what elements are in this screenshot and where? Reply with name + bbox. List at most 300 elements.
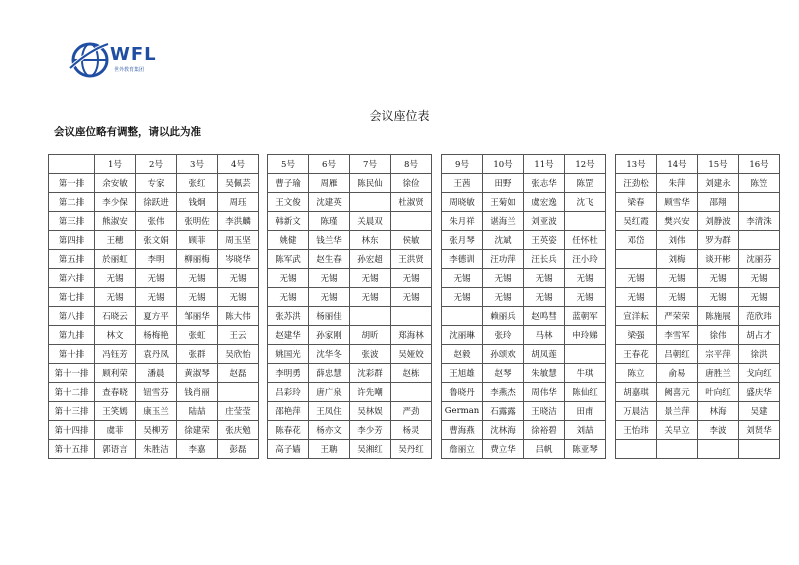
seat-cell: 汪长兵 [524, 250, 565, 269]
seat-cell: 刘亚波 [524, 212, 565, 231]
aisle-gap [259, 364, 268, 383]
seat-number-header: 15号 [698, 155, 739, 174]
seat-cell: 林海 [698, 402, 739, 421]
seating-table [48, 154, 780, 459]
seat-cell: 徐伟 [698, 326, 739, 345]
seat-cell: 无锡 [616, 269, 657, 288]
seat-cell: 叶向红 [698, 383, 739, 402]
aisle-gap [432, 326, 442, 345]
seat-cell: 无锡 [442, 288, 483, 307]
seat-cell: 无锡 [95, 269, 136, 288]
seat-cell: 林东 [350, 231, 391, 250]
seat-cell: 无锡 [739, 269, 780, 288]
seat-cell: 张文娟 [136, 231, 177, 250]
seat-cell: 徐跃进 [136, 193, 177, 212]
table-row [49, 269, 780, 288]
seat-cell: 吴欣怡 [218, 345, 259, 364]
seat-cell: 张月琴 [442, 231, 483, 250]
table-row [49, 288, 780, 307]
row-label: 第七排 [49, 288, 95, 307]
seat-number-header: 9号 [442, 155, 483, 174]
seat-cell [565, 345, 606, 364]
seat-cell: 李洪麟 [218, 212, 259, 231]
seat-cell [739, 193, 780, 212]
seat-cell: 无锡 [391, 269, 432, 288]
table-row [49, 307, 780, 326]
seat-cell: 查春晓 [95, 383, 136, 402]
seat-cell: 张伟 [136, 212, 177, 231]
aisle-gap [606, 307, 616, 326]
row-label: 第八排 [49, 307, 95, 326]
seat-cell: 吴红霞 [616, 212, 657, 231]
seat-cell: 王怡玮 [616, 421, 657, 440]
seat-cell [565, 212, 606, 231]
seat-cell: 钱炯 [177, 193, 218, 212]
aisle-gap [432, 307, 442, 326]
seat-cell: 吴林娱 [350, 402, 391, 421]
seat-cell: 田野 [483, 174, 524, 193]
row-label: 第十五排 [49, 440, 95, 459]
aisle-gap [606, 193, 616, 212]
seat-cell: 关晨双 [350, 212, 391, 231]
logo-tagline: 世外教育集团 [114, 67, 145, 73]
seat-cell: 陈仙红 [565, 383, 606, 402]
seat-cell: 申玲娣 [565, 326, 606, 345]
seat-cell [218, 383, 259, 402]
aisle-gap [259, 250, 268, 269]
row-label: 第四排 [49, 231, 95, 250]
seat-cell: 无锡 [565, 269, 606, 288]
table-row [49, 212, 780, 231]
seat-cell: 夏方平 [136, 307, 177, 326]
seat-number-header: 16号 [739, 155, 780, 174]
seat-cell: 潘晨 [136, 364, 177, 383]
seat-cell: 徐洪 [739, 345, 780, 364]
seat-cell: 陈罡 [565, 174, 606, 193]
seat-cell [739, 440, 780, 459]
seat-cell: 杨亦文 [309, 421, 350, 440]
seat-cell: 沈林海 [483, 421, 524, 440]
seat-number-header: 11号 [524, 155, 565, 174]
seat-cell: 张虹 [177, 326, 218, 345]
seat-cell: 无锡 [136, 288, 177, 307]
seat-cell: 无锡 [616, 288, 657, 307]
aisle-gap [432, 345, 442, 364]
seat-cell: 王晓洁 [524, 402, 565, 421]
aisle-gap [432, 402, 442, 421]
seat-cell: 刘静波 [698, 212, 739, 231]
seat-cell: 钱肖丽 [177, 383, 218, 402]
seat-cell: 王旭雄 [442, 364, 483, 383]
seat-cell: 陈瑾 [309, 212, 350, 231]
aisle-gap [259, 193, 268, 212]
seat-cell: 刘贤华 [739, 421, 780, 440]
table-row [49, 421, 780, 440]
seat-cell: 胡凤莲 [524, 345, 565, 364]
table-row [49, 193, 780, 212]
seat-cell [739, 231, 780, 250]
seat-cell: German [442, 402, 483, 421]
aisle-gap [606, 155, 616, 174]
seat-number-header: 5号 [268, 155, 309, 174]
seat-cell: 俞易 [657, 364, 698, 383]
seat-cell: 无锡 [177, 288, 218, 307]
seat-cell: 吕朝红 [657, 345, 698, 364]
seat-cell: 许先嘲 [350, 383, 391, 402]
seat-cell: 沈彩群 [350, 364, 391, 383]
seat-cell: 吴丹红 [391, 440, 432, 459]
aisle-gap [432, 288, 442, 307]
corner-cell [49, 155, 95, 174]
seat-number-header: 13号 [616, 155, 657, 174]
row-label: 第六排 [49, 269, 95, 288]
seat-cell: 熊淑安 [95, 212, 136, 231]
seat-cell: 王英姿 [524, 231, 565, 250]
seat-cell: 无锡 [309, 269, 350, 288]
seat-cell: 张庆勉 [218, 421, 259, 440]
seat-cell: 陈大伟 [218, 307, 259, 326]
aisle-gap [606, 231, 616, 250]
seat-cell: 李清洙 [739, 212, 780, 231]
seat-cell [391, 307, 432, 326]
seat-cell: 无锡 [524, 269, 565, 288]
aisle-gap [259, 345, 268, 364]
seat-cell: 赵栋 [391, 364, 432, 383]
seat-cell: 李少芳 [350, 421, 391, 440]
seat-cell: 万晨洁 [616, 402, 657, 421]
seat-cell: 李嘉 [177, 440, 218, 459]
aisle-gap [259, 307, 268, 326]
seat-cell: 余安敏 [95, 174, 136, 193]
seat-cell: 陆喆 [177, 402, 218, 421]
aisle-gap [606, 250, 616, 269]
aisle-gap [606, 269, 616, 288]
seat-cell: 沈建英 [309, 193, 350, 212]
seat-cell: 朱胜洁 [136, 440, 177, 459]
seat-cell: 沈华冬 [309, 345, 350, 364]
seat-cell: 曹海燕 [442, 421, 483, 440]
aisle-gap [259, 440, 268, 459]
seat-cell: 曹子瑜 [268, 174, 309, 193]
seat-cell: 周晓敏 [442, 193, 483, 212]
seat-cell: 陈立 [616, 364, 657, 383]
seat-cell: 李波 [698, 421, 739, 440]
seat-cell: 无锡 [268, 288, 309, 307]
aisle-gap [606, 288, 616, 307]
seat-cell: 杨梅艳 [136, 326, 177, 345]
seat-cell: 李德训 [442, 250, 483, 269]
seat-cell: 张志华 [524, 174, 565, 193]
seat-cell: 鲁晓丹 [442, 383, 483, 402]
seat-number-header: 1号 [95, 155, 136, 174]
aisle-gap [606, 421, 616, 440]
seat-cell: 樊兴安 [657, 212, 698, 231]
seat-cell: 王菊如 [483, 193, 524, 212]
seat-cell: 侯敏 [391, 231, 432, 250]
seat-cell: 无锡 [136, 269, 177, 288]
seat-cell: 陈春花 [268, 421, 309, 440]
seat-cell [616, 250, 657, 269]
seat-cell: 杨灵 [391, 421, 432, 440]
seat-number-header: 8号 [391, 155, 432, 174]
seat-cell: 费立华 [483, 440, 524, 459]
seat-cell: 周伟华 [524, 383, 565, 402]
seat-cell: 蓝朝军 [565, 307, 606, 326]
seat-cell: 康玉兰 [136, 402, 177, 421]
seat-cell: 沈丽琳 [442, 326, 483, 345]
seat-cell: 无锡 [657, 288, 698, 307]
seat-cell: 范欣玮 [739, 307, 780, 326]
seat-cell: 冯钰芳 [95, 345, 136, 364]
seat-cell: 张群 [177, 345, 218, 364]
aisle-gap [432, 193, 442, 212]
seat-cell: 田甫 [565, 402, 606, 421]
table-row [49, 174, 780, 193]
aisle-gap [432, 383, 442, 402]
seat-cell: 袁丹凤 [136, 345, 177, 364]
seat-cell: 赖丽兵 [483, 307, 524, 326]
seat-cell: 无锡 [698, 269, 739, 288]
seat-cell: 胡占才 [739, 326, 780, 345]
seat-cell: 孙宏超 [350, 250, 391, 269]
seat-cell: 梁春 [616, 193, 657, 212]
row-label: 第十二排 [49, 383, 95, 402]
seat-cell: 无锡 [350, 269, 391, 288]
seat-cell: 沈飞 [565, 193, 606, 212]
seat-cell [616, 440, 657, 459]
seat-cell: 顾利荣 [95, 364, 136, 383]
table-row [49, 364, 780, 383]
row-label: 第一排 [49, 174, 95, 193]
seat-cell: 无锡 [657, 269, 698, 288]
aisle-gap [432, 421, 442, 440]
seat-cell: 王茜 [442, 174, 483, 193]
seat-cell: 吴柳芳 [136, 421, 177, 440]
row-label: 第五排 [49, 250, 95, 269]
seat-cell: 李少保 [95, 193, 136, 212]
seat-cell: 无锡 [483, 288, 524, 307]
seat-cell: 庄莹莹 [218, 402, 259, 421]
seat-cell: 张玲 [483, 326, 524, 345]
seat-cell: 王云 [218, 326, 259, 345]
seat-cell: 杜淑贤 [391, 193, 432, 212]
aisle-gap [606, 364, 616, 383]
seat-cell: 薛忠慧 [309, 364, 350, 383]
seat-cell: 无锡 [442, 269, 483, 288]
seat-cell: 沈斌 [483, 231, 524, 250]
seat-cell: 刘梅 [657, 250, 698, 269]
seat-cell: 马林 [524, 326, 565, 345]
seat-cell: 无锡 [698, 288, 739, 307]
aisle-gap [259, 383, 268, 402]
seat-cell: 陈亚琴 [565, 440, 606, 459]
seat-cell: 徐建荣 [177, 421, 218, 440]
seat-cell: 徐裕碧 [524, 421, 565, 440]
seat-cell: 阙喜元 [657, 383, 698, 402]
seat-cell: 牛琪 [565, 364, 606, 383]
seat-cell: 岑晓华 [218, 250, 259, 269]
aisle-gap [259, 231, 268, 250]
document-title: 会议座位表 [369, 109, 430, 123]
seat-cell [391, 383, 432, 402]
seat-number-header: 3号 [177, 155, 218, 174]
row-label: 第十三排 [49, 402, 95, 421]
seat-number-header: 14号 [657, 155, 698, 174]
seat-cell: 无锡 [524, 288, 565, 307]
seat-cell: 高子嫱 [268, 440, 309, 459]
seat-cell [442, 307, 483, 326]
aisle-gap [606, 326, 616, 345]
seat-cell: 周玉坚 [218, 231, 259, 250]
seat-cell: 於丽虹 [95, 250, 136, 269]
seat-cell: 柳丽梅 [177, 250, 218, 269]
seat-cell: 韩新文 [268, 212, 309, 231]
seat-cell: 无锡 [350, 288, 391, 307]
seat-cell: 吕帆 [524, 440, 565, 459]
aisle-gap [606, 345, 616, 364]
table-row [49, 383, 780, 402]
seat-cell [391, 212, 432, 231]
seat-cell: 张苏洪 [268, 307, 309, 326]
seat-cell: 宗平萍 [698, 345, 739, 364]
aisle-gap [259, 288, 268, 307]
row-label: 第九排 [49, 326, 95, 345]
seat-cell: 彭磊 [218, 440, 259, 459]
seat-cell: 郭语言 [95, 440, 136, 459]
seating-notice: 会议座位略有调整，请以此为准 [54, 126, 201, 138]
seat-cell: 陈民仙 [350, 174, 391, 193]
seat-cell: 刘伟 [657, 231, 698, 250]
aisle-gap [432, 440, 442, 459]
seat-cell: 赵琴 [483, 364, 524, 383]
seat-cell: 无锡 [218, 288, 259, 307]
seat-number-header: 4号 [218, 155, 259, 174]
header-row [49, 155, 780, 174]
seat-cell: 黄淑琴 [177, 364, 218, 383]
seat-cell: 无锡 [565, 288, 606, 307]
seat-cell: 无锡 [95, 288, 136, 307]
seat-cell: 赵毅 [442, 345, 483, 364]
seat-cell: 杨丽佳 [309, 307, 350, 326]
aisle-gap [606, 440, 616, 459]
seat-cell: 刘建永 [698, 174, 739, 193]
seat-cell: 陈军武 [268, 250, 309, 269]
seat-cell: 李燕杰 [483, 383, 524, 402]
aisle-gap [432, 269, 442, 288]
seat-cell: 无锡 [268, 269, 309, 288]
seat-cell: 姚健 [268, 231, 309, 250]
seat-number-header: 7号 [350, 155, 391, 174]
aisle-gap [432, 250, 442, 269]
seat-cell: 吴佩芸 [218, 174, 259, 193]
seat-cell [350, 193, 391, 212]
seat-cell: 石晓云 [95, 307, 136, 326]
seat-cell: 钱兰华 [309, 231, 350, 250]
seat-cell: 赵磊 [218, 364, 259, 383]
aisle-gap [259, 326, 268, 345]
seat-cell: 谈开彬 [698, 250, 739, 269]
seat-cell: 朱月祥 [442, 212, 483, 231]
row-label: 第十排 [49, 345, 95, 364]
logo-name: WFL [110, 44, 157, 65]
aisle-gap [606, 212, 616, 231]
seat-cell: 钮雪芬 [136, 383, 177, 402]
aisle-gap [432, 174, 442, 193]
seat-cell: 郑海林 [391, 326, 432, 345]
seat-cell: 邓岱 [616, 231, 657, 250]
seat-cell: 汪小玲 [565, 250, 606, 269]
seat-cell: 虞菲 [95, 421, 136, 440]
seat-cell: 专家 [136, 174, 177, 193]
aisle-gap [432, 231, 442, 250]
seat-cell: 刘喆 [565, 421, 606, 440]
seat-cell [657, 440, 698, 459]
aisle-gap [606, 383, 616, 402]
seat-cell: 詹丽立 [442, 440, 483, 459]
row-label: 第十一排 [49, 364, 95, 383]
table-row [49, 250, 780, 269]
seat-cell: 李明 [136, 250, 177, 269]
seat-cell: 关早立 [657, 421, 698, 440]
seat-cell: 王洪贤 [391, 250, 432, 269]
table-row [49, 231, 780, 250]
seat-cell: 汪功萍 [483, 250, 524, 269]
aisle-gap [259, 174, 268, 193]
seat-cell: 唐广泉 [309, 383, 350, 402]
seat-cell: 任怀杜 [565, 231, 606, 250]
seat-cell: 姚国光 [268, 345, 309, 364]
seat-cell: 孙家刚 [309, 326, 350, 345]
seat-cell: 梁强 [616, 326, 657, 345]
seat-cell: 吴湘红 [350, 440, 391, 459]
seat-cell: 无锡 [739, 288, 780, 307]
seat-cell: 严荣荣 [657, 307, 698, 326]
seat-cell: 赵建华 [268, 326, 309, 345]
row-label: 第十四排 [49, 421, 95, 440]
aisle-gap [432, 155, 442, 174]
seating-table-body [49, 155, 780, 459]
seat-cell: 王穗 [95, 231, 136, 250]
seat-cell: 孙颂欢 [483, 345, 524, 364]
seat-cell: 朱萍 [657, 174, 698, 193]
seat-cell: 陈笠 [739, 174, 780, 193]
seat-cell: 吕彩玲 [268, 383, 309, 402]
aisle-gap [432, 364, 442, 383]
seat-cell: 周珏 [218, 193, 259, 212]
seat-cell: 张红 [177, 174, 218, 193]
seat-cell: 汪劲松 [616, 174, 657, 193]
seat-cell: 王春花 [616, 345, 657, 364]
aisle-gap [259, 421, 268, 440]
seat-cell: 张明佐 [177, 212, 218, 231]
seat-cell: 邵艳萍 [268, 402, 309, 421]
aisle-gap [259, 269, 268, 288]
seat-cell: 景兰萍 [657, 402, 698, 421]
aisle-gap [606, 402, 616, 421]
seat-cell: 吴娅姣 [391, 345, 432, 364]
seat-cell: 无锡 [483, 269, 524, 288]
seat-cell [698, 440, 739, 459]
seat-number-header: 6号 [309, 155, 350, 174]
table-row [49, 440, 780, 459]
seat-cell: 王文俊 [268, 193, 309, 212]
table-row [49, 326, 780, 345]
seat-cell: 朱敏慧 [524, 364, 565, 383]
seat-cell: 周雁 [309, 174, 350, 193]
seat-cell: 顾菲 [177, 231, 218, 250]
seat-cell: 张波 [350, 345, 391, 364]
seat-cell: 陈施展 [698, 307, 739, 326]
